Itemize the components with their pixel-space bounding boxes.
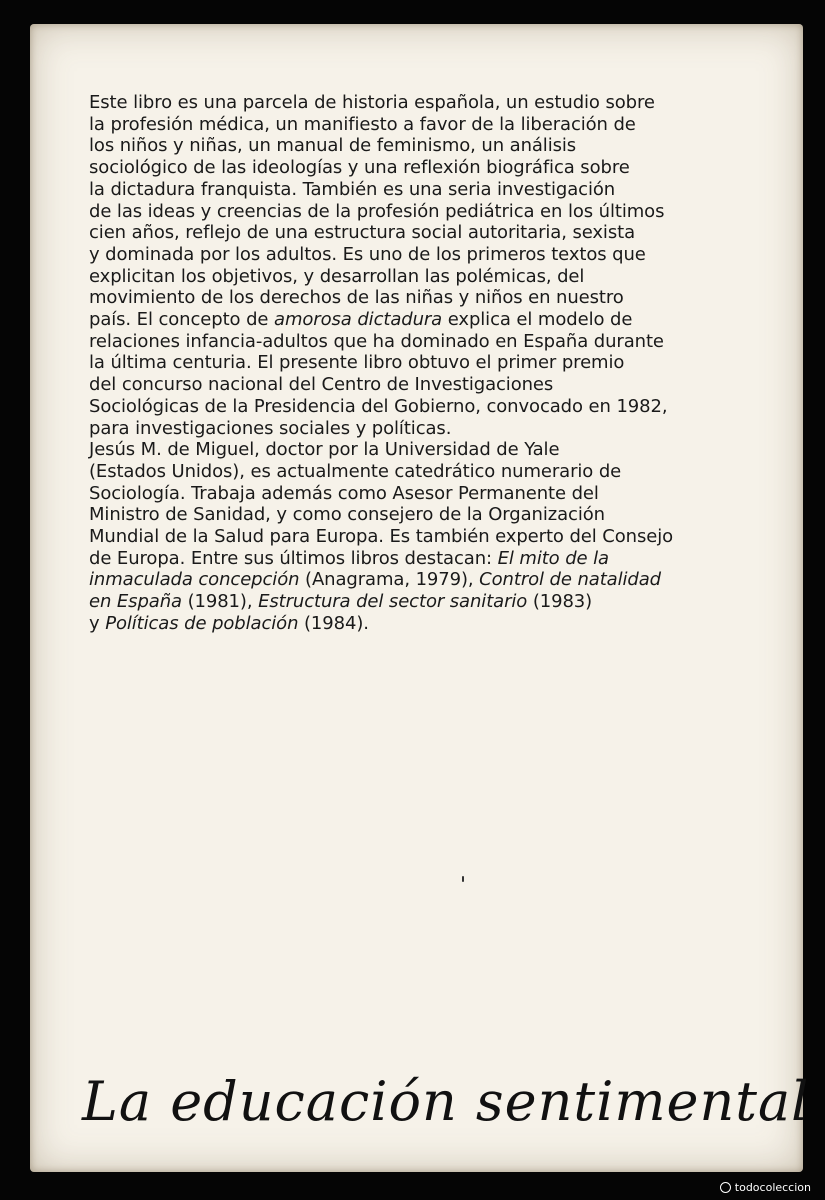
author-bio-line [89,548,749,570]
blurb-line: para investigaciones sociales y políticas. [89,417,452,439]
italic-phrase: amorosa dictadura [274,309,443,331]
back-cover-blurb [89,92,749,635]
text-run: y [89,612,106,634]
blurb-line: de las ideas y creencias de la profesión pediátrica en los últimos [89,200,665,222]
blurb-line: del concurso nacional del Centro de Investigaciones [89,374,554,396]
series-title: La educación sentimental [82,1070,810,1133]
blurb-line: los niños y niñas, un manual de feminismo, un análisis [89,135,577,157]
author-bio-line: (Estados Unidos), es actualmente catedrático numerario de [89,460,622,482]
blurb-line [89,309,749,331]
paper-speck [462,876,464,882]
author-bio-line: Ministro de Sanidad, y como consejero de la Organización [89,504,605,526]
blurb-line: la última centuria. El presente libro obtuvo el primer premio [89,352,625,374]
blurb-line: Sociológicas de la Presidencia del Gobierno, convocado en 1982, [89,395,668,417]
blurb-line: Este libro es una parcela de historia española, un estudio sobre [89,92,655,113]
author-bio-line [89,591,749,613]
author-bio-line: Jesús M. de Miguel, doctor por la Universidad de Yale [89,439,560,461]
blurb-line: sociológico de las ideologías y una reflexión biográfica sobre [89,157,630,179]
text-run: explica el modelo de [442,309,633,331]
blurb-line: y dominada por los adultos. Es uno de los primeros textos que [89,243,646,265]
todocoleccion-logo-icon [720,1182,731,1193]
text-run: (1983) [527,591,593,613]
book-title-italic: Control de natalidad [479,569,661,591]
book-title-italic: inmaculada concepción [89,569,300,591]
author-bio-line: Sociología. Trabaja además como Asesor Permanente del [89,482,599,504]
blurb-line: la profesión médica, un manifiesto a favor de la liberación de [89,113,636,135]
text-run: (1981), [181,591,259,613]
blurb-line: explicitan los objetivos, y desarrollan las polémicas, del [89,265,585,287]
watermark [720,1181,811,1194]
blurb-line: cien años, reflejo de una estructura social autoritaria, sexista [89,222,635,244]
book-title-italic: El mito de la [497,547,609,569]
blurb-line: movimiento de los derechos de las niñas y niños en nuestro [89,287,624,309]
book-back-cover [30,24,810,1172]
author-bio-line [89,569,749,591]
author-bio-line: Mundial de la Salud para Europa. Es también experto del Consejo [89,526,674,548]
blurb-line: relaciones infancia-adultos que ha dominado en España durante [89,330,664,352]
blurb-line: la dictadura franquista. También es una seria investigación [89,178,616,200]
author-bio-line [89,613,749,635]
text-run: de Europa. Entre sus últimos libros destacan: [89,547,498,569]
watermark-text: todocoleccion [734,1181,811,1194]
book-title-italic: en España [89,591,182,613]
text-run: (1984). [298,612,369,634]
text-run: país. El concepto de [89,309,275,331]
book-title-italic: Políticas de población [105,612,299,634]
book-title-italic: Estructura del sector sanitario [258,591,528,613]
text-run: (Anagrama, 1979), [299,569,480,591]
